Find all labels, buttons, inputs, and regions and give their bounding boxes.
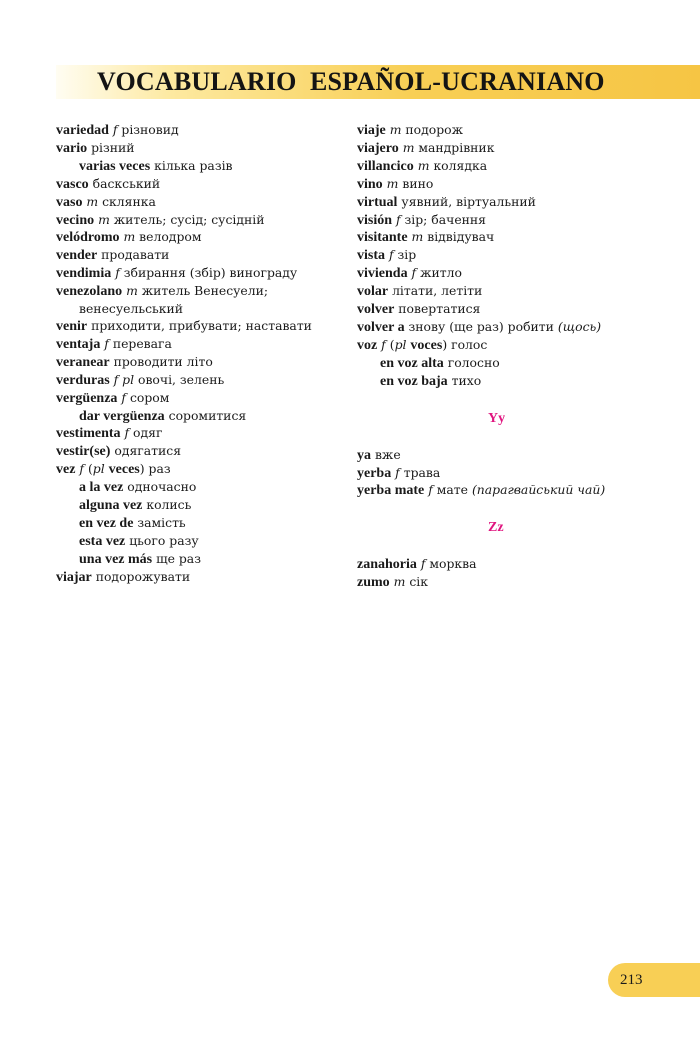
headword: vaso xyxy=(56,194,83,210)
dictionary-entry xyxy=(56,461,346,479)
entries-z xyxy=(357,556,677,592)
spacer xyxy=(357,537,677,556)
headword: villancico xyxy=(357,158,414,174)
grammar-label: f pl xyxy=(113,371,135,387)
headword: en voz alta xyxy=(380,355,444,371)
headword: viajero xyxy=(357,140,399,156)
headword: una vez más xyxy=(79,551,153,567)
headword: zanahoria xyxy=(357,557,417,573)
plural-form xyxy=(88,461,145,476)
headword: ya xyxy=(357,447,371,463)
dictionary-entry xyxy=(357,283,677,301)
page-title: VOCABULARIO ESPAÑOL-UCRANIANO xyxy=(97,67,605,96)
headword: vender xyxy=(56,248,98,264)
dictionary-entry xyxy=(357,447,677,465)
sub-entry xyxy=(56,158,346,176)
grammar-label: m xyxy=(386,175,399,191)
translation: сором xyxy=(129,389,170,405)
plural-headword: veces xyxy=(108,462,140,478)
dictionary-entry xyxy=(56,265,346,283)
headword: viaje xyxy=(357,123,386,138)
grammar-label: m xyxy=(411,229,424,245)
translation: подорож xyxy=(405,122,464,137)
headword: visitante xyxy=(357,230,408,246)
translation: замість xyxy=(137,514,186,530)
dictionary-entry xyxy=(357,337,677,355)
headword: vestimenta xyxy=(56,426,121,442)
grammar-label: m xyxy=(389,122,402,137)
headword: vino xyxy=(357,176,383,192)
translation: зір; бачення xyxy=(404,211,486,227)
grammar-label: f xyxy=(395,211,401,227)
translation: цього разу xyxy=(129,532,199,548)
dictionary-entry xyxy=(357,574,677,592)
translation: вже xyxy=(374,446,401,462)
translation: венесуельський xyxy=(79,301,184,317)
translation: збирання (збір) винограду xyxy=(123,265,298,281)
dictionary-entry xyxy=(56,229,346,247)
translation: соромитися xyxy=(168,407,247,423)
letter-heading-z: Zz xyxy=(488,520,504,536)
translation: раз xyxy=(148,461,171,477)
translation: мандрівник xyxy=(418,139,495,155)
dictionary-entry xyxy=(357,465,677,483)
translation: тихо xyxy=(451,372,482,388)
translation: овочі, зелень xyxy=(138,371,225,387)
translation: житло xyxy=(420,265,462,281)
grammar-label: m xyxy=(98,211,110,227)
sub-entry xyxy=(56,533,346,551)
translation: голос xyxy=(451,336,488,352)
sub-entry xyxy=(56,551,346,569)
translation: мате xyxy=(436,482,468,498)
headword: varias veces xyxy=(79,158,151,174)
translation: кілька разів xyxy=(154,157,233,173)
headword: viajar xyxy=(56,569,92,585)
grammar-label: f xyxy=(79,461,84,477)
headword: vasco xyxy=(56,176,89,192)
plural-headword: voces xyxy=(410,337,443,353)
translation: відвідувач xyxy=(427,229,495,245)
dictionary-entry xyxy=(357,247,677,265)
translation: знову (ще раз) робити xyxy=(408,318,554,334)
grammar-label: m xyxy=(417,157,430,173)
headword: zumo xyxy=(357,575,390,591)
dictionary-entry xyxy=(56,212,346,230)
translation: уявний, віртуальний xyxy=(401,193,536,209)
headword: visión xyxy=(357,212,393,228)
translation: морква xyxy=(429,556,477,572)
grammar-label: f xyxy=(420,556,426,572)
headword: esta vez xyxy=(79,533,126,549)
translation: колись xyxy=(146,497,192,513)
grammar-label: f xyxy=(395,464,400,480)
headword: ventaja xyxy=(56,336,101,352)
grammar-label: f xyxy=(121,389,126,405)
translation: перевага xyxy=(112,335,172,351)
grammar-label: f xyxy=(388,247,394,263)
dictionary-entry xyxy=(357,122,677,140)
headword: alguna vez xyxy=(79,498,143,514)
dictionary-entry xyxy=(56,372,346,390)
headword: a la vez xyxy=(79,480,124,496)
paren-open: ( xyxy=(87,461,93,477)
dictionary-entry xyxy=(56,247,346,265)
grammar-label: m xyxy=(86,193,99,209)
headword: veranear xyxy=(56,354,110,370)
headword: vergüenza xyxy=(56,390,118,406)
translation: житель; сусід; сусідній xyxy=(113,211,265,227)
dictionary-entry xyxy=(56,194,346,212)
left-column xyxy=(56,122,346,587)
dictionary-entry xyxy=(56,283,346,301)
headword: vez xyxy=(56,462,76,478)
translation: баскський xyxy=(92,175,161,191)
grammar-label: m xyxy=(126,283,138,299)
dictionary-entry xyxy=(357,301,677,319)
dictionary-entry xyxy=(357,265,677,283)
plural-form xyxy=(390,337,447,352)
plural-label: pl xyxy=(92,461,105,477)
dictionary-entry xyxy=(56,318,346,336)
dictionary-entry xyxy=(357,556,677,574)
sub-entry xyxy=(56,408,346,426)
translation: подорожувати xyxy=(95,568,191,584)
grammar-label: m xyxy=(393,574,406,590)
spacer xyxy=(357,391,677,411)
translation: житель Венесуели; xyxy=(141,283,269,299)
translation: вино xyxy=(402,175,434,191)
translation: колядка xyxy=(433,157,488,173)
grammar-label: f xyxy=(112,122,118,137)
translation: продавати xyxy=(101,247,170,263)
dictionary-entry xyxy=(56,443,346,461)
letter-heading-y: Yy xyxy=(488,410,506,426)
sub-entry xyxy=(357,355,677,373)
headword: virtual xyxy=(357,194,398,210)
translation: літати, летіти xyxy=(392,283,483,299)
headword: dar vergüenza xyxy=(79,408,165,424)
headword: volver a xyxy=(357,319,405,335)
translation: одягатися xyxy=(114,443,182,459)
translation: приходити, прибувати; наставати xyxy=(91,317,312,333)
dictionary-entry xyxy=(56,301,346,318)
dictionary-entry xyxy=(56,336,346,354)
sub-entry xyxy=(56,497,346,515)
headword: vivienda xyxy=(357,266,408,282)
headword: vario xyxy=(56,140,88,156)
translation: повертатися xyxy=(398,301,481,317)
headword: yerba mate xyxy=(357,483,425,499)
headword: verduras xyxy=(56,372,110,388)
plural-label: pl xyxy=(394,336,407,352)
headword: venezolano xyxy=(56,284,123,300)
grammar-label: m xyxy=(123,229,136,245)
translation: трава xyxy=(403,464,441,480)
translation: голосно xyxy=(447,354,500,370)
translation: одночасно xyxy=(127,479,197,495)
grammar-label: f xyxy=(411,265,417,281)
headword: en vez de xyxy=(79,515,134,531)
paren-close: ) xyxy=(139,461,145,477)
translation: одяг xyxy=(133,425,163,441)
sub-entry xyxy=(357,373,677,391)
headword: volar xyxy=(357,284,389,300)
spacer xyxy=(357,428,677,447)
headword: en voz baja xyxy=(380,373,448,389)
grammar-label: f xyxy=(381,336,386,352)
translation: сік xyxy=(409,574,428,590)
headword: venir xyxy=(56,318,88,334)
headword: voz xyxy=(357,337,378,353)
dictionary-entry xyxy=(56,122,346,140)
grammar-label: f xyxy=(115,265,120,281)
translation: ще раз xyxy=(156,550,201,566)
grammar-label: f xyxy=(428,482,433,498)
translation: різновид xyxy=(121,122,179,137)
dictionary-entry xyxy=(357,176,677,194)
dictionary-entry xyxy=(56,354,346,372)
page-number: 213 xyxy=(620,972,643,988)
headword: volver xyxy=(357,302,395,318)
dictionary-entry xyxy=(357,319,677,337)
dictionary-entry xyxy=(56,425,346,443)
headword: velódromo xyxy=(56,230,120,246)
headword: vendimia xyxy=(56,266,112,282)
translation: проводити літо xyxy=(113,353,213,369)
dictionary-entry xyxy=(357,229,677,247)
sub-entry xyxy=(56,479,346,497)
dictionary-entry xyxy=(357,482,677,500)
headword: variedad xyxy=(56,123,109,138)
translation: склянка xyxy=(102,193,156,209)
sub-entry xyxy=(56,515,346,533)
entries-v-continued xyxy=(357,122,677,391)
right-column xyxy=(357,122,677,592)
dictionary-entry xyxy=(56,569,346,587)
headword: vestir(se) xyxy=(56,444,111,460)
grammar-label: f xyxy=(124,425,130,441)
grammar-label: f xyxy=(104,335,109,351)
headword: vista xyxy=(357,248,385,264)
paren-close: ) xyxy=(442,336,448,352)
translation: різний xyxy=(91,139,135,155)
usage-note: (щось) xyxy=(557,318,602,334)
dictionary-entry xyxy=(357,212,677,230)
dictionary-entry xyxy=(357,140,677,158)
translation: велодром xyxy=(139,229,202,245)
paren-open: ( xyxy=(389,336,395,352)
entries-y xyxy=(357,447,677,501)
headword: yerba xyxy=(357,465,392,481)
dictionary-entry xyxy=(56,176,346,194)
grammar-label: m xyxy=(402,139,415,155)
dictionary-entry xyxy=(357,158,677,176)
dictionary-entry xyxy=(56,390,346,408)
translation: зір xyxy=(397,247,417,263)
headword: vecino xyxy=(56,212,95,228)
usage-note: (парагвайський чай) xyxy=(471,482,606,498)
dictionary-entry xyxy=(56,140,346,158)
spacer xyxy=(357,500,677,520)
dictionary-entry xyxy=(357,194,677,212)
